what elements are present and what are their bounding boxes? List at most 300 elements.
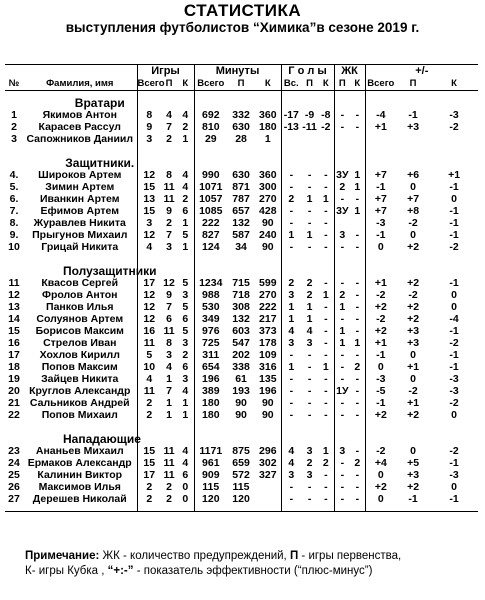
stat-cell: - <box>307 373 312 385</box>
stat-cell: - <box>281 493 301 505</box>
stat-cell: 3 <box>166 241 172 253</box>
stat-cell: 2 <box>354 457 361 469</box>
player-name: Карасев Рассул <box>38 121 121 133</box>
player-number: 9. <box>9 229 19 241</box>
player-name: Зайцев Никита <box>41 373 119 385</box>
stat-cell: - <box>334 241 350 253</box>
stat-cell: - <box>355 325 360 337</box>
stat-cell: 3 <box>137 133 161 145</box>
stat-cell: 2 <box>166 493 172 505</box>
stat-cell: 2 <box>322 457 329 469</box>
stat-cell: 4 <box>182 169 189 181</box>
player-row <box>5 397 478 409</box>
player-number: 14 <box>8 313 20 325</box>
goals-header: Г о л ы <box>281 65 334 78</box>
stat-cell: 2 <box>334 289 350 301</box>
stat-cell: 1 <box>334 325 350 337</box>
stat-cell: -2 <box>365 289 396 301</box>
stat-cell: 630 <box>232 121 250 133</box>
stat-cell: +7 <box>407 193 420 205</box>
stat-cell: -4 <box>365 109 396 121</box>
stat-cell: - <box>324 217 328 229</box>
section-title: Защитники. <box>65 156 135 170</box>
stat-cell: 1 <box>334 301 350 313</box>
sub-header: К <box>177 77 194 91</box>
player-number: 22 <box>8 409 20 421</box>
stat-cell: 109 <box>259 349 277 361</box>
stat-cell: -2 <box>365 313 396 325</box>
stat-cell: 0 <box>410 373 416 385</box>
stat-cell: 0 <box>451 409 457 421</box>
stat-cell <box>350 133 365 145</box>
player-row <box>5 481 478 493</box>
stat-cell: 3 <box>281 337 301 349</box>
stat-cell: -17 <box>281 109 301 121</box>
stat-cell: 3 <box>182 373 189 385</box>
stat-cell: 178 <box>259 337 277 349</box>
player-row <box>5 385 478 397</box>
stat-cell: 1 <box>182 241 189 253</box>
games-header: Игры <box>137 65 194 78</box>
stat-cell: 9 <box>166 205 172 217</box>
stat-cell: 1 <box>281 313 301 325</box>
stat-cell: 4 <box>281 325 301 337</box>
stat-cell: 1 <box>322 289 329 301</box>
stat-cell: 1057 <box>194 193 227 205</box>
stat-cell: 3 <box>334 229 350 241</box>
stat-cell: 12 <box>137 169 161 181</box>
stat-cell: 17 <box>137 469 161 481</box>
note-pm: “+:-” <box>107 565 134 577</box>
stat-cell: 29 <box>194 133 227 145</box>
stat-cell: 1 <box>322 193 329 205</box>
stat-cell: -2 <box>321 121 331 133</box>
stat-cell <box>318 133 334 145</box>
stat-cell: 5 <box>182 325 189 337</box>
sub-header: П <box>334 77 350 91</box>
stat-cell: 4 <box>182 181 189 193</box>
stat-cell: 11 <box>163 193 175 205</box>
stat-cell: 2 <box>354 361 361 373</box>
stat-cell: 316 <box>259 361 277 373</box>
stat-cell: 3 <box>281 289 301 301</box>
sub-header: Всего <box>194 77 227 91</box>
stat-cell: 976 <box>194 325 227 337</box>
stat-cell: +1 <box>365 337 396 349</box>
stat-cell: 1 <box>322 361 329 373</box>
stat-cell: - <box>307 385 312 397</box>
stat-cell: - <box>355 397 360 409</box>
stat-cell: 0 <box>451 193 457 205</box>
sub-header: Вс. <box>281 77 301 91</box>
stat-cell: 988 <box>194 289 227 301</box>
stat-cell: -11 <box>302 121 317 133</box>
stat-cell: 11 <box>163 469 175 481</box>
stat-cell: 10 <box>137 361 161 373</box>
stat-cell: 270 <box>259 193 277 205</box>
player-name: Грицай Никита <box>41 241 119 253</box>
stat-cell: - <box>324 409 328 421</box>
stat-cell: 2 <box>137 409 161 421</box>
sub-header: К <box>350 77 365 91</box>
stat-cell: 4 <box>137 241 161 253</box>
stat-cell: 0 <box>365 361 396 373</box>
header-group-row <box>5 65 478 78</box>
player-name: Максимов Илья <box>38 481 121 493</box>
stat-cell: - <box>324 385 328 397</box>
stat-cell: 180 <box>194 397 227 409</box>
stat-cell: 428 <box>259 205 277 217</box>
stat-cell: - <box>307 241 312 253</box>
stat-cell: +1 <box>407 397 420 409</box>
player-number: 6. <box>9 193 19 205</box>
player-row <box>5 373 478 385</box>
player-number: 8. <box>9 217 19 229</box>
stat-cell: 875 <box>232 445 250 457</box>
stat-cell: 3 <box>306 337 313 349</box>
player-name: Сальников Андрей <box>29 397 130 409</box>
stat-cell: 547 <box>232 337 250 349</box>
stat-cell: 16 <box>137 325 161 337</box>
stat-cell: 810 <box>194 121 227 133</box>
stat-cell <box>430 133 478 145</box>
stat-cell: 196 <box>259 385 277 397</box>
stat-cell: - <box>334 493 350 505</box>
stat-cell: +1 <box>448 169 461 181</box>
stat-cell: 11 <box>137 337 161 349</box>
stat-cell: 2 <box>137 481 161 493</box>
player-number: 10 <box>8 241 20 253</box>
player-number: 15 <box>8 325 20 337</box>
stat-cell: 1У <box>334 385 350 397</box>
stat-cell: - <box>324 169 328 181</box>
player-row <box>5 241 478 253</box>
note-label: Примечание: <box>25 550 100 562</box>
name-header: Фамилия, имя <box>23 77 137 91</box>
stat-cell: 360 <box>259 169 277 181</box>
stat-cell: 2 <box>182 349 189 361</box>
stat-cell: +6 <box>407 169 420 181</box>
stat-cell: - <box>281 481 301 493</box>
stat-cell: 34 <box>235 241 247 253</box>
stat-cell: 9 <box>166 289 172 301</box>
stat-cell: - <box>355 121 360 133</box>
stat-cell: 1 <box>354 181 361 193</box>
sub-header: К <box>255 77 281 91</box>
stat-cell: +5 <box>407 457 420 469</box>
header-sub-row <box>5 77 478 91</box>
stat-cell: - <box>334 193 350 205</box>
stat-cell: +1 <box>407 361 420 373</box>
stat-cell: 12 <box>137 301 161 313</box>
stat-cell: 5 <box>182 277 189 289</box>
stat-cell: 222 <box>194 217 227 229</box>
stat-cell: - <box>355 349 360 361</box>
stat-cell: - <box>307 217 312 229</box>
stat-cell: -1 <box>408 109 418 121</box>
stat-cell: 1234 <box>194 277 227 289</box>
stat-cell: 990 <box>194 169 227 181</box>
stat-cell: 6 <box>166 313 172 325</box>
stat-cell: - <box>324 373 328 385</box>
stat-cell: -3 <box>365 373 396 385</box>
stat-cell: 12 <box>137 229 161 241</box>
stat-cell: 3 <box>306 445 313 457</box>
player-row <box>5 457 478 469</box>
stat-cell: - <box>355 445 360 457</box>
stat-cell: - <box>324 493 328 505</box>
stat-cell: -2 <box>365 445 396 457</box>
stat-cell: -2 <box>449 397 459 409</box>
stat-cell: -1 <box>449 181 459 193</box>
player-number: 17 <box>8 349 20 361</box>
player-row <box>5 133 478 145</box>
stat-cell: - <box>324 481 328 493</box>
stat-cell: +1 <box>365 121 396 133</box>
player-row <box>5 277 478 289</box>
stat-cell: 530 <box>194 301 227 313</box>
sub-header: П <box>396 77 430 91</box>
stat-cell: 0 <box>410 349 416 361</box>
stat-cell: 3 <box>306 469 313 481</box>
stat-cell: 1 <box>182 409 189 421</box>
note-text-3: К- игры Кубка , <box>25 565 108 577</box>
stat-cell: 13 <box>137 193 161 205</box>
stat-cell: 180 <box>194 409 227 421</box>
stat-cell: -1 <box>365 181 396 193</box>
stat-cell: 0 <box>410 229 416 241</box>
player-number: 18 <box>8 361 20 373</box>
stat-cell: +1 <box>365 277 396 289</box>
player-number: 16 <box>8 337 20 349</box>
stat-cell: 135 <box>259 373 277 385</box>
player-name: Панков Илья <box>46 301 114 313</box>
stat-cell: - <box>307 481 312 493</box>
stat-cell: 202 <box>232 349 250 361</box>
stat-cell: 1 <box>322 445 329 457</box>
section-title: Нападающие <box>63 432 141 446</box>
section-header <box>5 151 478 169</box>
number-header: № <box>5 77 23 91</box>
player-number: 26 <box>8 481 20 493</box>
stat-cell: 15 <box>137 445 161 457</box>
stat-cell: +7 <box>365 193 396 205</box>
player-number: 1 <box>11 109 17 121</box>
stat-cell: 2 <box>166 217 172 229</box>
stat-cell: - <box>307 181 312 193</box>
section-header <box>5 91 478 110</box>
stat-cell: - <box>355 481 360 493</box>
sub-header: Всего <box>365 77 396 91</box>
player-number: 19 <box>8 373 20 385</box>
stat-cell: +2 <box>407 313 420 325</box>
stat-cell: 7 <box>166 121 172 133</box>
stat-cell: -1 <box>449 349 459 361</box>
stat-cell: 12 <box>137 313 161 325</box>
stat-cell: 1 <box>182 217 189 229</box>
stat-cell: - <box>281 409 301 421</box>
stat-cell: - <box>334 361 350 373</box>
player-row <box>5 169 478 181</box>
player-name: Борисов Максим <box>35 325 124 337</box>
stat-cell: 603 <box>232 325 250 337</box>
stat-cell: 7 <box>166 301 172 313</box>
player-number: 5. <box>9 181 19 193</box>
stat-cell: 11 <box>163 181 175 193</box>
stat-cell: 1 <box>182 397 189 409</box>
stat-cell: - <box>324 337 328 349</box>
stat-cell: - <box>355 385 360 397</box>
stat-cell: - <box>355 313 360 325</box>
stat-cell: 1 <box>182 133 189 145</box>
stat-cell: 1 <box>306 313 313 325</box>
section-title: Полузащитники <box>63 264 157 278</box>
stat-cell: 909 <box>194 469 227 481</box>
stat-cell <box>365 133 396 145</box>
player-row <box>5 337 478 349</box>
stat-cell: - <box>334 373 350 385</box>
stat-cell: +2 <box>407 301 420 313</box>
stat-cell <box>255 481 281 493</box>
stat-cell: 115 <box>194 481 227 493</box>
stat-cell: 7 <box>166 385 172 397</box>
stat-cell: -2 <box>408 385 418 397</box>
stat-cell: -2 <box>449 241 459 253</box>
player-row <box>5 301 478 313</box>
stat-cell: - <box>281 397 301 409</box>
sub-header: П <box>227 77 255 91</box>
stat-cell: - <box>334 397 350 409</box>
player-number: 21 <box>8 397 20 409</box>
stat-cell: 1085 <box>194 205 227 217</box>
stat-cell: - <box>324 241 328 253</box>
stat-cell: +3 <box>407 337 420 349</box>
stat-cell: 659 <box>232 457 250 469</box>
stat-cell: 124 <box>194 241 227 253</box>
player-name: Солуянов Артем <box>36 313 124 325</box>
page-title: СТАТИСТИКА <box>183 1 302 20</box>
player-name: Стрелов Иван <box>43 337 117 349</box>
stat-cell: - <box>355 241 360 253</box>
stat-cell: 4 <box>137 373 161 385</box>
stats-table <box>5 64 478 512</box>
player-row <box>5 349 478 361</box>
player-row <box>5 409 478 421</box>
stat-cell: - <box>307 169 312 181</box>
stat-cell: 1 <box>354 337 361 349</box>
player-name: Якимов Антон <box>42 109 117 121</box>
stat-cell: 11 <box>163 445 175 457</box>
stat-cell: 3У <box>334 169 350 181</box>
stat-cell: 28 <box>235 133 247 145</box>
stat-cell: 3 <box>182 289 189 301</box>
player-name: Круглов Александр <box>29 385 131 397</box>
stat-cell: 6 <box>182 361 189 373</box>
page-subtitle: выступления футболистов “Химика”в сезоне 2019 г. <box>65 20 420 35</box>
player-name: Калинин Виктор <box>37 469 123 481</box>
player-name: Дерешев Николай <box>32 493 127 505</box>
stat-cell: 1 <box>281 229 301 241</box>
stat-cell: - <box>307 361 312 373</box>
stat-cell: -1 <box>449 277 459 289</box>
stat-cell: +7 <box>365 205 396 217</box>
stat-cell: 2 <box>306 277 313 289</box>
player-number: 20 <box>8 385 20 397</box>
stat-cell: 2 <box>137 493 161 505</box>
note-text-4: - показатель эффективности (“плюс-минус”) <box>133 565 373 577</box>
stat-cell: 3У <box>334 205 350 217</box>
stat-cell: 2 <box>334 181 350 193</box>
stat-cell: 692 <box>194 109 227 121</box>
player-row <box>5 493 478 505</box>
stat-cell: -4 <box>449 313 459 325</box>
stat-cell: 4 <box>166 361 172 373</box>
stat-cell: -3 <box>449 373 459 385</box>
stat-cell: +4 <box>365 457 396 469</box>
stat-cell: 308 <box>232 301 250 313</box>
stat-cell: 5 <box>182 301 189 313</box>
stat-cell: 1 <box>354 205 361 217</box>
stat-cell: +2 <box>407 277 420 289</box>
stat-cell: 6 <box>182 205 189 217</box>
player-row <box>5 217 478 229</box>
note-text-2: - игры первенства, <box>298 550 402 562</box>
stat-cell: 302 <box>259 457 277 469</box>
player-name: Прыгунов Михаил <box>32 229 128 241</box>
stat-cell: 270 <box>259 289 277 301</box>
stat-cell: - <box>355 409 360 421</box>
stat-cell: - <box>324 277 328 289</box>
stat-cell: - <box>355 469 360 481</box>
stat-cell: - <box>281 373 301 385</box>
stat-cell: - <box>355 109 360 121</box>
stat-cell: 827 <box>194 229 227 241</box>
stat-cell: +2 <box>365 325 396 337</box>
player-name: Попов Максим <box>41 361 118 373</box>
stat-cell: 8 <box>166 337 172 349</box>
stat-cell: 196 <box>194 373 227 385</box>
player-row <box>5 445 478 457</box>
stat-cell <box>396 133 430 145</box>
stat-cell: - <box>355 289 360 301</box>
player-row <box>5 181 478 193</box>
stat-cell: - <box>307 493 312 505</box>
stat-cell: 61 <box>235 373 247 385</box>
stat-cell: 6 <box>182 313 189 325</box>
stat-cell: 2 <box>166 133 172 145</box>
stat-cell: - <box>307 397 312 409</box>
stat-cell: 360 <box>259 109 277 121</box>
stat-cell: 0 <box>365 241 396 253</box>
stat-cell: -1 <box>449 493 459 505</box>
stat-cell: 2 <box>137 397 161 409</box>
stat-cell: -2 <box>449 445 459 457</box>
stat-cell: 4 <box>182 445 189 457</box>
stat-cell: -1 <box>449 457 459 469</box>
stat-cell: 8 <box>166 169 172 181</box>
stat-cell: +7 <box>365 169 396 181</box>
player-row <box>5 469 478 481</box>
stat-cell: +2 <box>407 241 420 253</box>
stat-cell: 90 <box>261 217 274 229</box>
stat-cell: - <box>324 301 328 313</box>
stat-cell: +2 <box>407 409 420 421</box>
stat-cell: 1 <box>166 397 172 409</box>
player-number: 24 <box>8 457 20 469</box>
stat-cell: - <box>324 397 328 409</box>
stat-cell: - <box>334 469 350 481</box>
stat-cell <box>301 133 318 145</box>
